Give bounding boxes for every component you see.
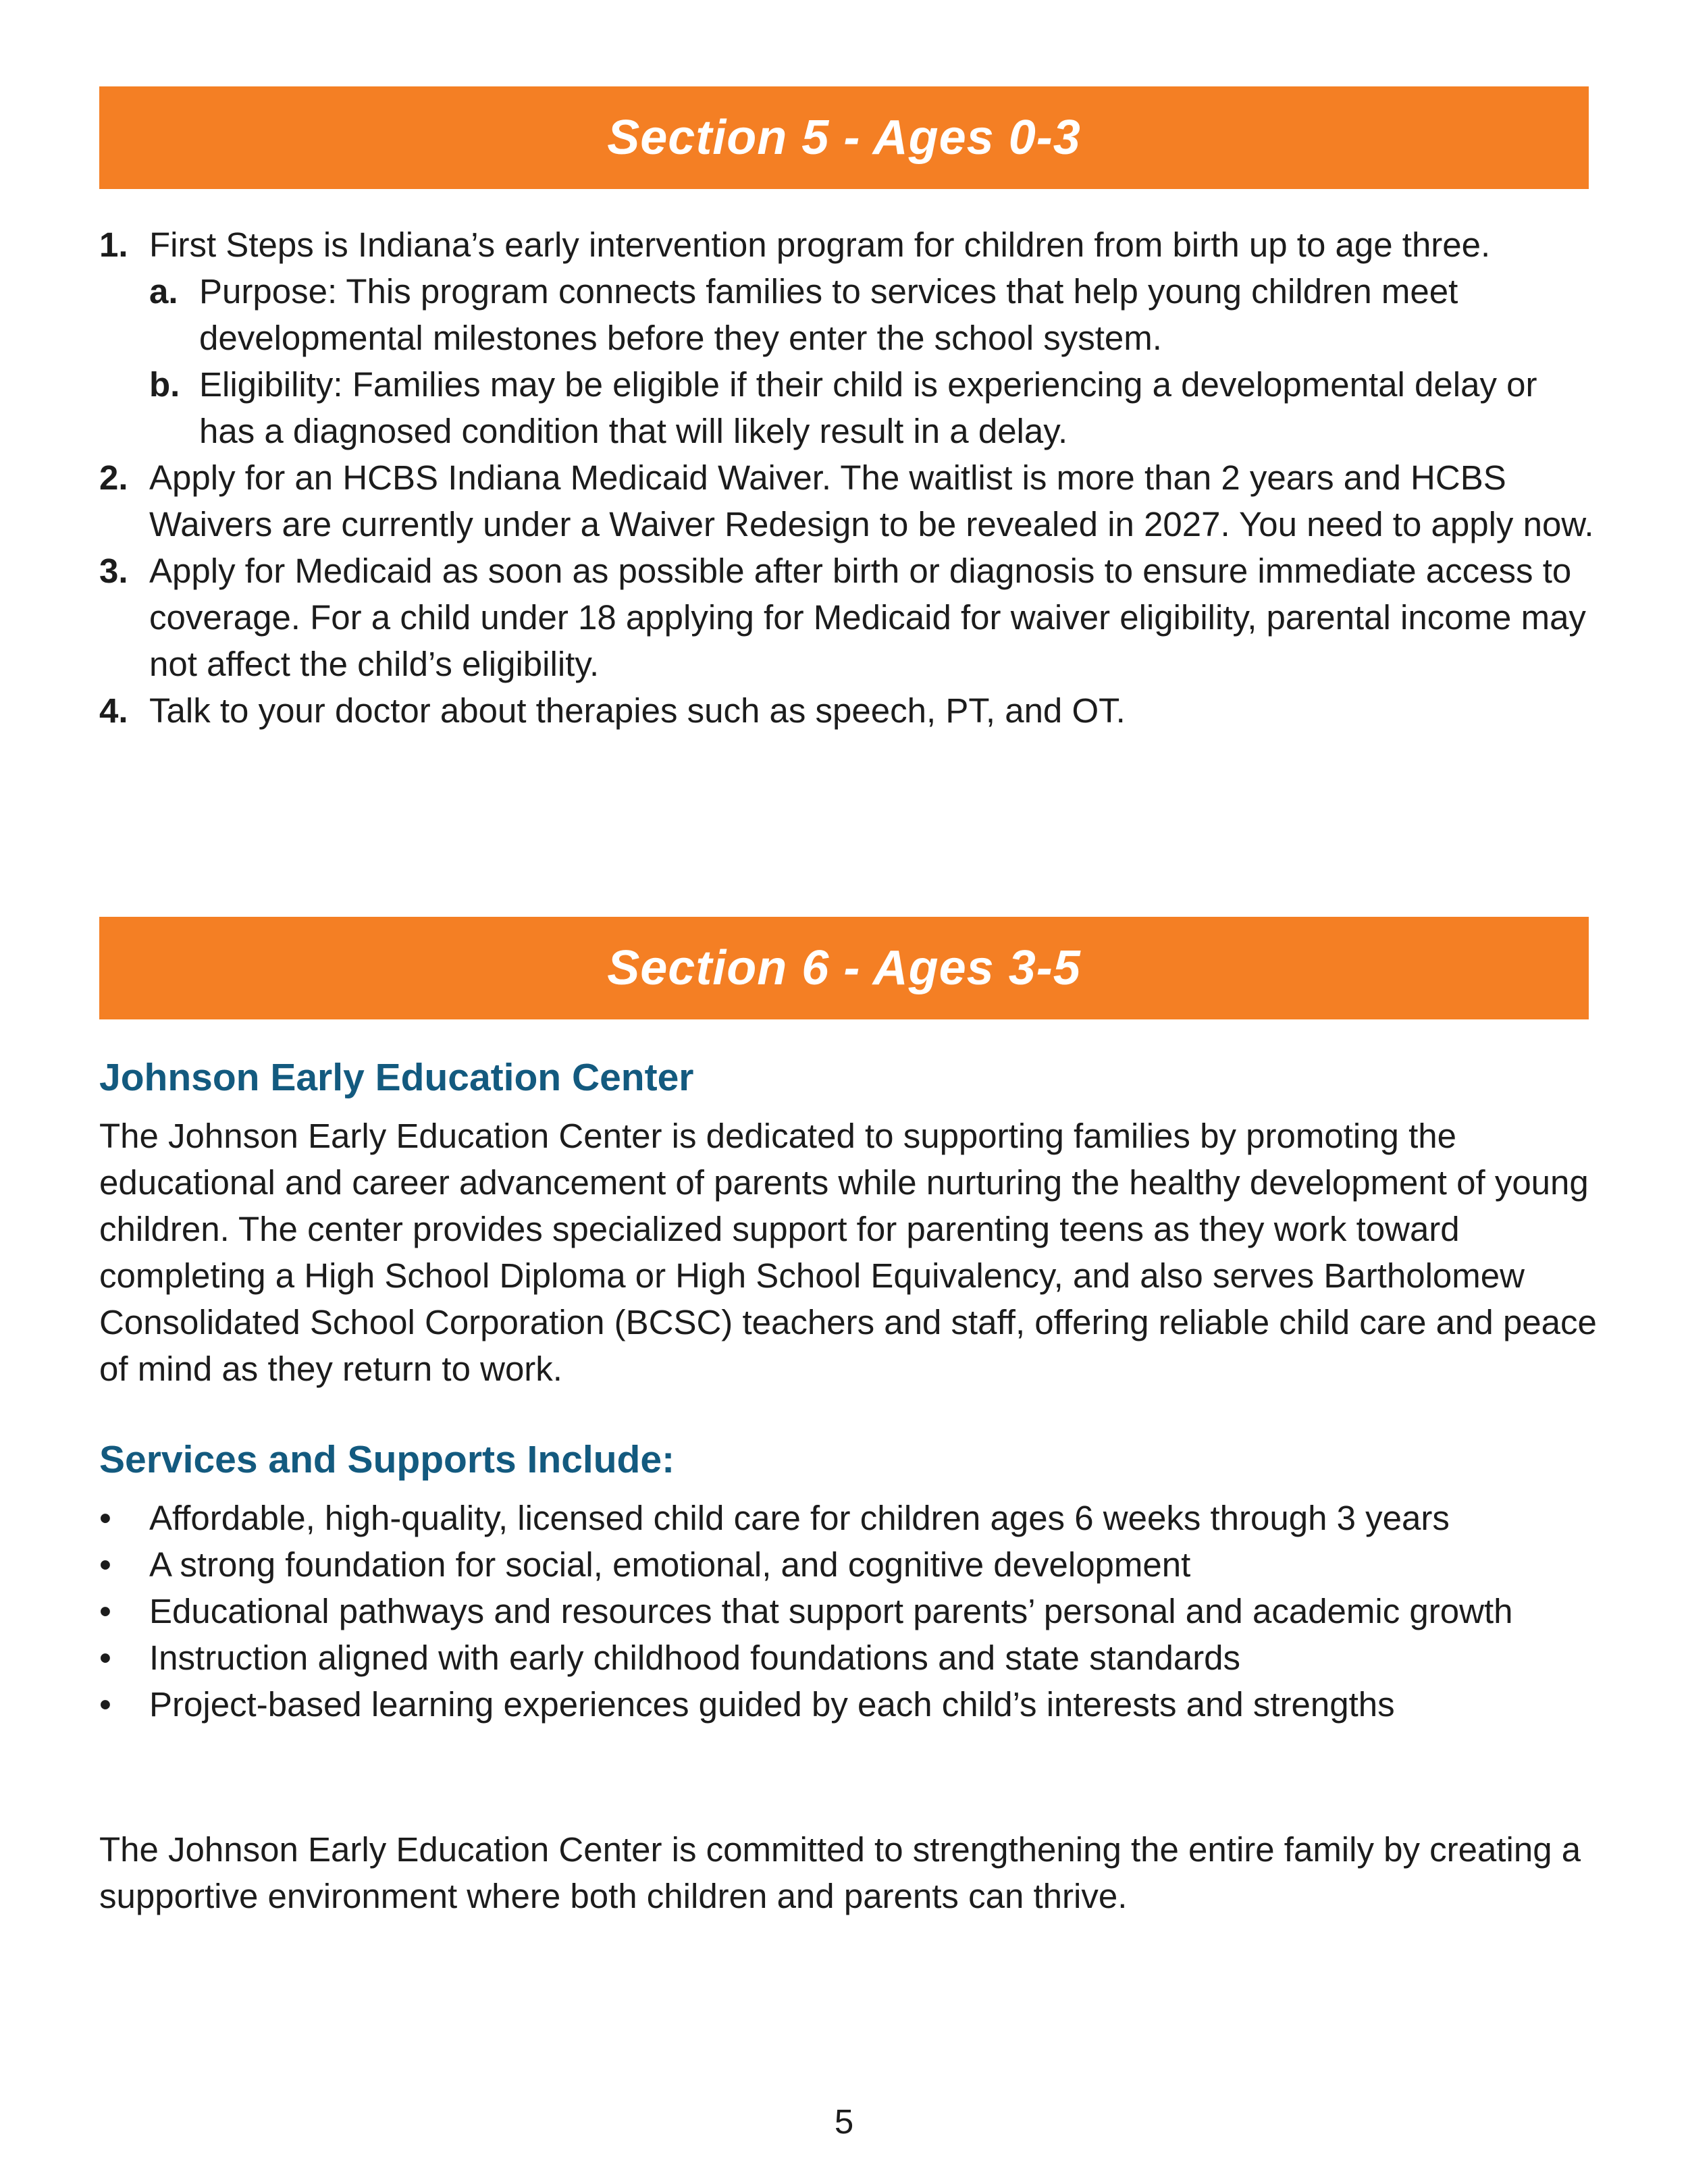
section-6-banner: [99, 917, 1589, 1019]
list-item: [99, 1495, 1598, 1541]
list-item-text: Talk to your doctor about therapies such as speech, PT, and OT.: [149, 691, 1126, 730]
sub-list-item-text: Purpose: This program connects families to services that help young children meet developmental milestones before they enter the school system.: [199, 272, 1458, 357]
list-item: [99, 1588, 1598, 1634]
list-item: [99, 1634, 1598, 1681]
center-intro-paragraph: The Johnson Early Education Center is dedicated to supporting families by promoting the educational and career advancement of parents while nurturing the healthy development of young children. The center provides specialized support for parenting teens as they work toward completing a High School Diploma or High School Equivalency, and also serves Bartholomew Consolidated School Corporation (BCSC) teachers and staff, offering reliable child care and peace of mind as they return to work.: [99, 1117, 1597, 1388]
center-heading: Johnson Early Education Center: [99, 1056, 694, 1099]
list-item: [99, 687, 1598, 734]
list-item: [99, 548, 1598, 687]
closing-paragraph: The Johnson Early Education Center is committed to strengthening the entire family by creating a supportive environment where both children and parents can thrive.: [99, 1830, 1581, 1915]
list-item: [99, 221, 1598, 454]
service-text: A strong foundation for social, emotional, and cognitive development: [149, 1545, 1191, 1584]
sub-list-item-text: Eligibility: Families may be eligible if their child is experiencing a developmental delay or has a diagnosed condition that will likely result in a delay.: [199, 365, 1537, 450]
service-text: Project-based learning experiences guided by each child’s interests and strengths: [149, 1685, 1395, 1724]
list-item-text: Apply for Medicaid as soon as possible after birth or diagnosis to ensure immediate access to coverage. For a child under 18 applying for Medicaid for waiver eligibility, parental income may not affect the child’s eligibility.: [149, 552, 1586, 683]
section-6-title: Section 6 - Ages 3-5: [607, 940, 1081, 995]
sub-list: [149, 268, 1598, 454]
list-item-text: First Steps is Indiana’s early intervention program for children from birth up to age three.: [149, 225, 1491, 264]
sub-list-letter: a.: [149, 272, 178, 311]
bullet-icon: •: [99, 1685, 111, 1724]
section-5-title: Section 5 - Ages 0-3: [607, 110, 1081, 165]
service-text: Affordable, high-quality, licensed child care for children ages 6 weeks through 3 years: [149, 1499, 1450, 1537]
list-number: 3.: [99, 552, 128, 590]
list-item: [99, 454, 1598, 548]
sub-list-letter: b.: [149, 365, 180, 404]
list-number: 4.: [99, 691, 128, 730]
services-list: [99, 1495, 1598, 1728]
page-number: 5: [834, 2102, 854, 2141]
section-5-list: [99, 221, 1598, 734]
service-text: Educational pathways and resources that support parents’ personal and academic growth: [149, 1592, 1513, 1630]
list-item: [99, 1541, 1598, 1588]
section-5-banner: [99, 86, 1589, 189]
services-heading: Services and Supports Include:: [99, 1438, 675, 1481]
bullet-icon: •: [99, 1499, 111, 1537]
bullet-icon: •: [99, 1592, 111, 1630]
list-item-text: Apply for an HCBS Indiana Medicaid Waiver. The waitlist is more than 2 years and HCBS Waivers are currently under a Waiver Redesign to be revealed in 2027. You need to apply now.: [149, 458, 1594, 543]
list-number: 2.: [99, 458, 128, 497]
bullet-icon: •: [99, 1545, 111, 1584]
sub-list-item: [149, 268, 1598, 361]
service-text: Instruction aligned with early childhood foundations and state standards: [149, 1639, 1241, 1677]
list-number: 1.: [99, 225, 128, 264]
sub-list-item: [149, 361, 1598, 454]
bullet-icon: •: [99, 1639, 111, 1677]
list-item: [99, 1681, 1598, 1728]
